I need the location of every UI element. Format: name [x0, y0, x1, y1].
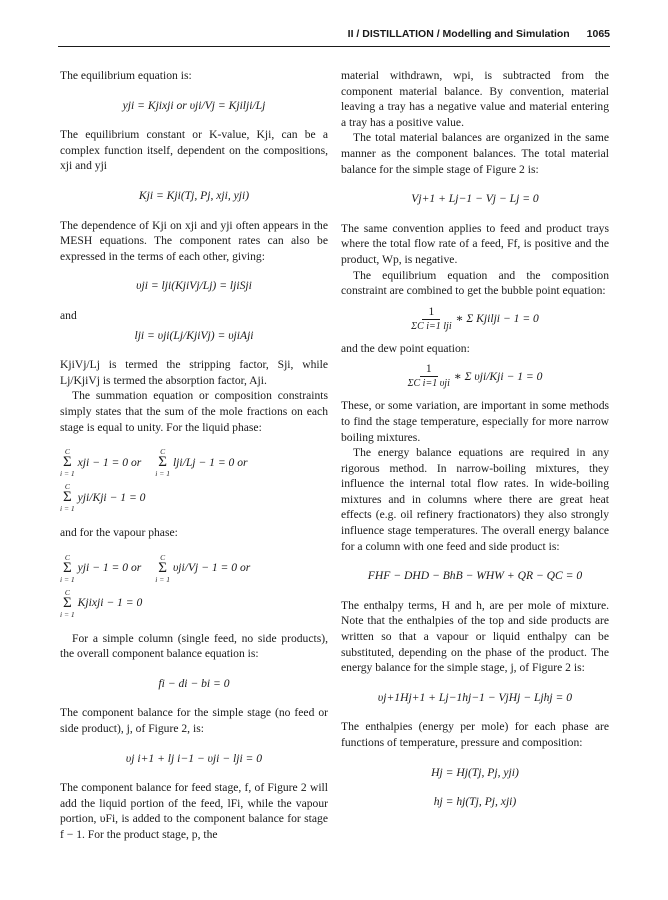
bubble-point-equation: $\frac{1}{\text{ΣC i=1 lji}}$ ∗ Σ Kjilji − 1 = 0: [411, 304, 539, 332]
paragraph: KjiVj/Lj is termed the stripping factor, Sji, while Lj/KjiVj is termed the absorption factor, Aji.: [60, 358, 328, 387]
paragraph: and: [60, 308, 77, 322]
equation: lji = υji(Lj/KjiVj) = υjiAji: [134, 328, 254, 342]
equation: Kji = Kji(Tj, Pj, xji, yji): [138, 188, 250, 202]
running-header: [58, 28, 610, 44]
equation: Hj = Hj(Tj, Pj, yji): [431, 765, 519, 779]
page-number: 1065: [586, 28, 610, 40]
running-title: II / DISTILLATION / Modelling and Simulation: [347, 28, 570, 40]
sum-symbol: C Σ i = 1: [155, 447, 170, 479]
paragraph: The equilibrium equation and the composition constraint are combined to get the bubble point equation:: [341, 268, 609, 298]
summation-equation: C Σ i = 1 Kjixji − 1 = 0: [60, 587, 143, 619]
sum-symbol: C Σ i = 1: [60, 482, 75, 514]
sum-symbol: C Σ i = 1: [60, 447, 75, 479]
summation-equation: C Σ i = 1 xji − 1 = 0 or C Σ i = 1 lji/Lj − 1 = 0 or: [60, 447, 248, 479]
paragraph: The same convention applies to feed and product trays where the total flow rate of a feed, Ff, is positive and the product, Wp, is negative.: [341, 221, 609, 266]
paragraph: material withdrawn, wpi, is subtracted from the component material balance. By convention, material leaving a tray has a negative value and material entering a tray has a positive value.: [341, 69, 609, 129]
dew-point-equation: $\frac{1}{\text{ΣC i=1 υji}}$ ∗ Σ υji/Kji − 1 = 0: [407, 362, 543, 390]
paragraph: The component balance for feed stage, f, of Figure 2 will add the liquid portion of the feed, lFi, while the vapour portion, υFi, is added to the component balance for stage f − 1. For the product stage, p, the: [60, 781, 328, 842]
paragraph: The component balance for the simple stage (no feed or side product), j, of Figure 2, is:: [60, 706, 328, 736]
fraction: $\frac{1}{\text{ΣC i=1 lji}}$: [411, 304, 452, 332]
paragraph: The equilibrium constant or K-value, Kji, can be a complex function itself, dependent on the compositions, xji and yji: [60, 128, 328, 173]
header-rule: [58, 46, 610, 47]
paragraph: and for the vapour phase:: [60, 526, 178, 540]
sum-symbol: C Σ i = 1: [155, 552, 170, 584]
paragraph: The enthalpies (energy per mole) for each phase are functions of temperature, pressure and composition:: [341, 720, 609, 749]
paragraph: The total material balances are organized in the same manner as the component balances. The total material balance for the simple stage of Figure 2 is:: [341, 131, 609, 176]
paragraph: The summation equation or composition constraints simply states that the sum of the mole fractions on each stage is equal to unity. For the liquid phase:: [60, 389, 328, 434]
equation: υj i+1 + lj i−1 − υji − lji = 0: [125, 751, 263, 765]
equation: υji = lji(KjiVj/Lj) = ljiSji: [136, 279, 252, 293]
sum-symbol: C Σ i = 1: [60, 587, 75, 619]
summation-equation: C Σ i = 1 yji − 1 = 0 or C Σ i = 1 υji/Vj − 1 = 0 or: [60, 552, 251, 584]
left-column: [60, 68, 328, 843]
summation-equation: C Σ i = 1 yji/Kji − 1 = 0: [60, 482, 146, 514]
sum-symbol: C Σ i = 1: [60, 552, 75, 584]
fraction: $\frac{1}{\text{ΣC i=1 υji}}$: [407, 362, 450, 390]
equation: υj+1Hj+1 + Lj−1hj−1 − VjHj − Ljhj = 0: [377, 690, 573, 704]
right-column: [341, 68, 609, 824]
equation: yji = Kjixji or υji/Vj = Kjilji/Lj: [122, 98, 266, 112]
paragraph: These, or some variation, are important in some methods to find the stage temperature, especially for more narrow boiling mixtures.: [341, 399, 609, 444]
paragraph: The enthalpy terms, H and h, are per mole of mixture. Note that the enthalpies of the top and side products are written so that a vapour or liquid enthalpy can be substituted, depending on the phase of the product. The energy balance for the simple stage, j, of Figure 2 is:: [341, 598, 609, 675]
paragraph: The equilibrium equation is:: [60, 69, 192, 82]
paragraph: The energy balance equations are required in any rigorous method. In narrow-boiling mixtures, they influence the internal total flow rates. In wide-boiling mixtures and in columns where there are great heat effects (e.g. oil refinery fractionators) they also strongly influence stage temperatures. The overall energy balance for a column with one feed and side product is:: [341, 446, 609, 553]
paragraph: The dependence of Kji on xji and yji often appears in the MESH equations. The component rates can also be expressed in the terms of each other, giving:: [60, 218, 328, 263]
equation: FHF − DHD − BhB − WHW + QR − QC = 0: [367, 569, 583, 583]
equation: hj = hj(Tj, Pj, xji): [433, 795, 517, 809]
equation: Vj+1 + Lj−1 − Vj − Lj = 0: [411, 192, 539, 206]
paragraph: and the dew point equation:: [341, 341, 470, 355]
equation: fi − di − bi = 0: [158, 676, 230, 690]
paragraph: For a simple column (single feed, no side products), the overall component balance equation is:: [60, 631, 328, 661]
